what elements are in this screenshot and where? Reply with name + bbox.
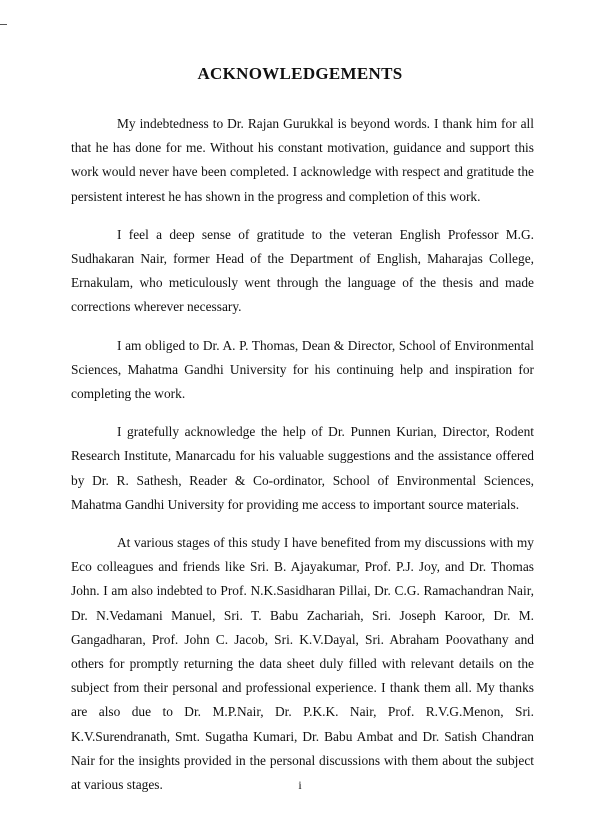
paragraph-5: At various stages of this study I have benefited from my discussions with my Eco colleagues and friends like Sri. B. Ajayakumar, Prof. P.J. Joy, and Dr. Thomas John. I am also indebted to Prof. N.K.Sasidharan Pillai, Dr. C.G. Ramachandran Nair, Dr. N.Vedamani Manuel, Sri. T. Babu Zachariah, Sri. Joseph Karoor, Dr. M. Gangadharan, Prof. John C. Jacob, Sri. K.V.Dayal, Sri. Abraham Poovathany and others for promptly returning the data sheet duly filled with relevant details on the subject from their personal and professional experience. I thank them all. My thanks are also due to Dr. M.P.Nair, Dr. P.K.K. Nair, Prof. R.V.G.Menon, Sri. K.V.Surendranath, Smt. Sugatha Kumari, Dr. Babu Ambat and Dr. Satish Chandran Nair for the insights provided in the personal discussions with them about the subject at various stages. [71, 535, 534, 793]
scan-edge-mark [0, 24, 7, 25]
acknowledgements-body [71, 112, 534, 811]
paragraph-4: I gratefully acknowledge the help of Dr. Punnen Kurian, Director, Rodent Research Institute, Manarcadu for his valuable suggestions and the assistance offered by Dr. R. Sathesh, Reader & Co-ordinator, School of Environmental Sciences, Mahatma Gandhi University for providing me access to important source materials. [71, 424, 534, 512]
page-number: i [298, 778, 302, 792]
paragraph-1: My indebtedness to Dr. Rajan Gurukkal is beyond words. I thank him for all that he has done for me. Without his constant motivation, guidance and support this work would never have been completed. I acknowledge with respect and gratitude the persistent interest he has shown in the progress and completion of this work. [71, 116, 534, 204]
paragraph-3: I am obliged to Dr. A. P. Thomas, Dean & Director, School of Environmental Sciences, Mahatma Gandhi University for his continuing help and inspiration for completing the work. [71, 337, 534, 402]
paragraph-2: I feel a deep sense of gratitude to the veteran English Professor M.G. Sudhakaran Nair, former Head of the Department of English, Maharajas College, Ernakulam, who meticulously went through the language of the thesis and made corrections wherever necessary. [71, 226, 534, 315]
page-title: ACKNOWLEDGEMENTS [197, 64, 403, 83]
